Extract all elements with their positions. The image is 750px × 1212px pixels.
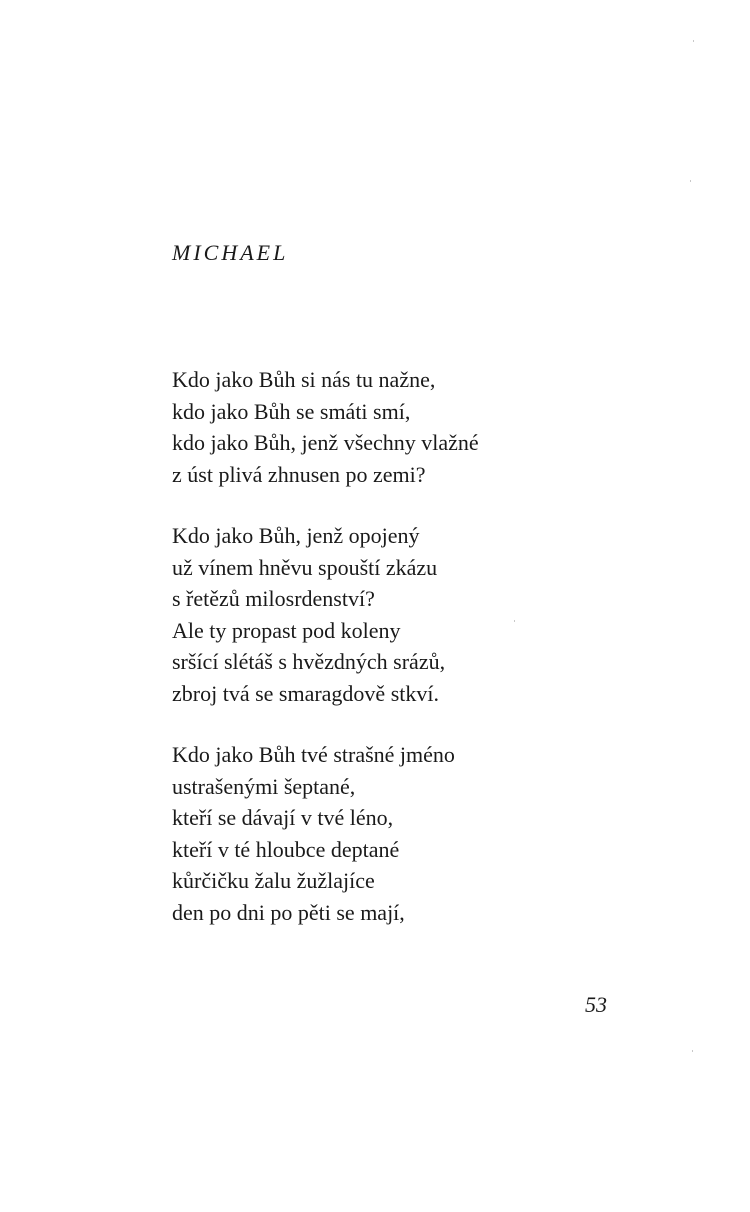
stanza-2 bbox=[172, 520, 445, 709]
poem-title: MICHAEL bbox=[172, 240, 289, 265]
poem-line: už vínem hněvu spouští zkázu bbox=[172, 554, 438, 580]
page-number: 53 bbox=[585, 992, 607, 1017]
paper-speck bbox=[692, 1050, 693, 1052]
poem-line: zbroj tvá se smaragdově stkví. bbox=[172, 680, 439, 706]
poem-line: ustrašenými šeptané, bbox=[172, 773, 356, 799]
stanza-3 bbox=[172, 739, 455, 928]
paper-speck bbox=[690, 180, 691, 182]
poem-line: Kdo jako Bůh, jenž opojený bbox=[172, 523, 420, 548]
poem-line: Ale ty propast pod koleny bbox=[172, 617, 401, 643]
poem-line: kdo jako Bůh, jenž všechny vlažné bbox=[172, 430, 479, 455]
paper-speck bbox=[514, 620, 515, 622]
poem-line: s řetězů milosrdenství? bbox=[172, 586, 375, 611]
poem-line: z úst plivá zhnusen po zemi? bbox=[172, 461, 426, 487]
poem-line: kdo jako Bůh se smáti smí, bbox=[172, 398, 411, 424]
poem-line: den po dni po pěti se mají, bbox=[172, 899, 405, 925]
poem-line: kteří v té hloubce deptané bbox=[172, 836, 400, 862]
stanza-1 bbox=[172, 364, 479, 490]
poem-line: Kdo jako Bůh tvé strašné jméno bbox=[172, 742, 455, 767]
paper-speck bbox=[693, 40, 694, 42]
poem-line: sršící slétáš s hvězdných srázů, bbox=[172, 649, 446, 674]
poem-line: Kdo jako Bůh si nás tu nažne, bbox=[172, 367, 436, 392]
poem-line: kůrčičku žalu žužlajíce bbox=[172, 868, 375, 893]
poem-line: kteří se dávají v tvé léno, bbox=[172, 805, 394, 830]
